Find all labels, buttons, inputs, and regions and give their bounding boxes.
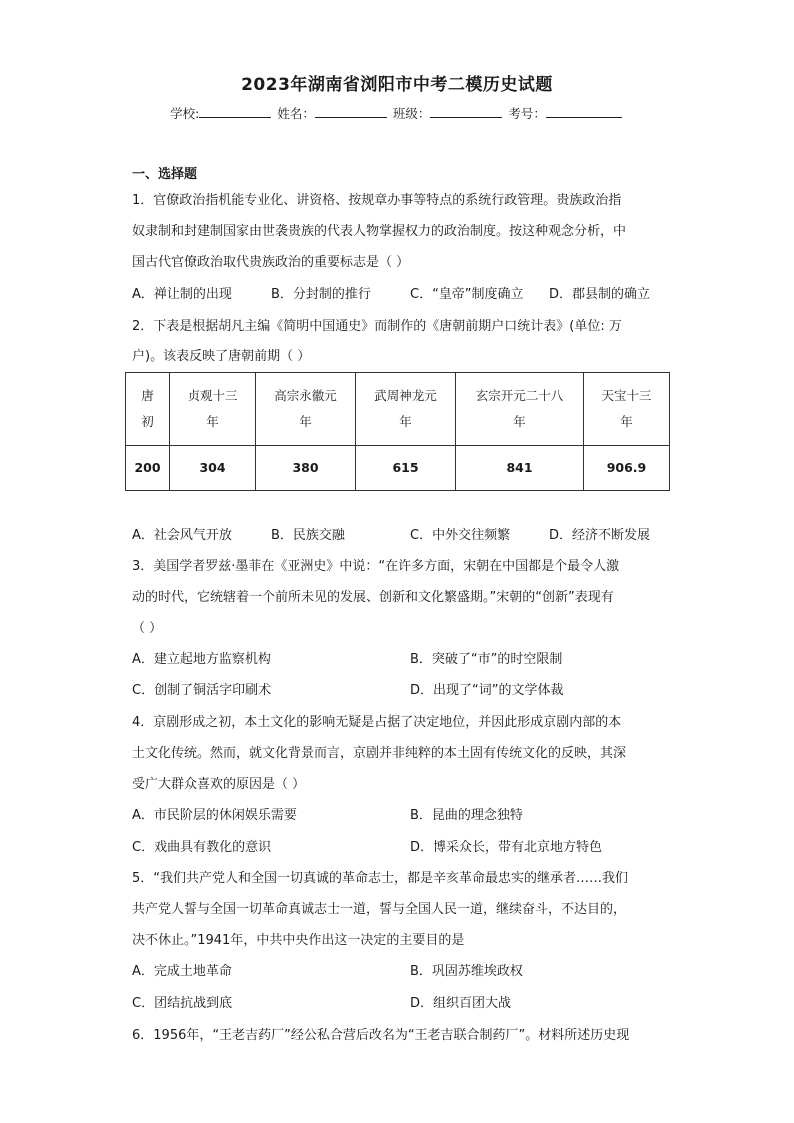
table-header-cell: 武周神龙元 年 bbox=[356, 373, 456, 446]
class-blank[interactable] bbox=[430, 105, 502, 118]
question-6-line-1: 6．1956年，“王老吉药厂”经公私合营后改名为“王老吉联合制药厂”。材料所述历史现 bbox=[132, 1028, 630, 1043]
q4-option-c[interactable]: C．戏曲具有教化的意识 bbox=[132, 840, 272, 855]
q3-option-a[interactable]: A．建立起地方监察机构 bbox=[132, 652, 271, 667]
question-4-line-1: 4．京剧形成之初，本土文化的影响无疑是占据了决定地位，并因此形成京剧内部的本 bbox=[132, 715, 622, 730]
school-label: 学校: bbox=[170, 106, 200, 121]
question-2-line-2: 户)。该表反映了唐朝前期（ ） bbox=[132, 349, 311, 364]
q1-option-a[interactable]: A．禅让制的出现 bbox=[132, 287, 232, 302]
q2-option-b[interactable]: B．民族交融 bbox=[271, 528, 345, 543]
q3-option-b[interactable]: B．突破了“市”的时空限制 bbox=[410, 652, 563, 667]
question-4-line-2: 土文化传统。然而，就文化背景而言，京剧并非纯粹的本土固有传统文化的反映，其深 bbox=[132, 746, 627, 761]
name-label: 姓名： bbox=[277, 106, 315, 121]
table-cell: 304 bbox=[170, 446, 256, 491]
school-blank[interactable] bbox=[199, 105, 271, 118]
exam-number-blank[interactable] bbox=[546, 105, 622, 118]
table-header-row bbox=[126, 373, 670, 446]
q1-option-b[interactable]: B．分封制的推行 bbox=[271, 287, 371, 302]
table-row bbox=[126, 446, 670, 491]
table-header-cell: 天宝十三 年 bbox=[584, 373, 670, 446]
page-title: 2023年湖南省浏阳市中考二模历史试题 bbox=[241, 75, 553, 95]
q1-option-d[interactable]: D．郡县制的确立 bbox=[549, 287, 651, 302]
question-4-line-3: 受广大群众喜欢的原因是（ ） bbox=[132, 777, 306, 792]
table-header-cell: 贞观十三 年 bbox=[170, 373, 256, 446]
question-1-line-2: 奴隶制和封建制国家由世袭贵族的代表人物掌握权力的政治制度。按这种观念分析，中 bbox=[132, 224, 627, 239]
question-5-line-3: 决不休止。”1941年，中共中央作出这一决定的主要目的是 bbox=[132, 933, 465, 948]
student-info-row bbox=[0, 104, 794, 122]
section-title: 一、选择题 bbox=[132, 167, 198, 182]
question-5-line-2: 共产党人誓与全国一切革命真诚志士一道，誓与全国人民一道，继续奋斗，不达目的， bbox=[132, 902, 627, 917]
q4-option-d[interactable]: D．博采众长，带有北京地方特色 bbox=[410, 840, 603, 855]
table-header-cell: 玄宗开元二十八 年 bbox=[456, 373, 584, 446]
q3-option-d[interactable]: D．出现了“词”的文学体裁 bbox=[410, 683, 564, 698]
table-cell: 906.9 bbox=[584, 446, 670, 491]
exam-number-label: 考号： bbox=[508, 106, 546, 121]
question-3-line-2: 动的时代，它统辖着一个前所未见的发展、创新和文化繁盛期。”宋朝的“创新”表现有 bbox=[132, 590, 614, 605]
table-cell: 841 bbox=[456, 446, 584, 491]
class-label: 班级： bbox=[392, 106, 431, 121]
q1-option-c[interactable]: C．“皇帝”制度确立 bbox=[410, 287, 524, 302]
q2-option-c[interactable]: C．中外交往频繁 bbox=[410, 528, 511, 543]
q4-option-a[interactable]: A．市民阶层的休闲娱乐需要 bbox=[132, 808, 297, 823]
question-3-line-1: 3．美国学者罗兹·墨菲在《亚洲史》中说：“在许多方面，宋朝在中国都是个最令人激 bbox=[132, 559, 620, 574]
table-header-cell: 高宗永徽元 年 bbox=[256, 373, 356, 446]
table-cell: 380 bbox=[256, 446, 356, 491]
q4-option-b[interactable]: B．昆曲的理念独特 bbox=[410, 808, 523, 823]
name-blank[interactable] bbox=[315, 105, 387, 118]
q2-option-a[interactable]: A．社会风气开放 bbox=[132, 528, 232, 543]
table-cell: 615 bbox=[356, 446, 456, 491]
q5-option-b[interactable]: B．巩固苏维埃政权 bbox=[410, 964, 523, 979]
q5-option-d[interactable]: D．组织百团大战 bbox=[410, 996, 512, 1011]
q5-option-c[interactable]: C．团结抗战到底 bbox=[132, 996, 233, 1011]
q5-option-a[interactable]: A．完成土地革命 bbox=[132, 964, 232, 979]
population-table bbox=[125, 372, 670, 491]
table-cell: 200 bbox=[126, 446, 170, 491]
q3-option-c[interactable]: C．创制了铜活字印刷术 bbox=[132, 683, 272, 698]
question-5-line-1: 5．“我们共产党人和全国一切真诚的革命志士，都是辛亥革命最忠实的继承者……我们 bbox=[132, 871, 629, 886]
table-header-cell: 唐 初 bbox=[126, 373, 170, 446]
question-2-line-1: 2．下表是根据胡凡主编《简明中国通史》而制作的《唐朝前期户口统计表》(单位: 万 bbox=[132, 319, 622, 334]
q2-option-d[interactable]: D．经济不断发展 bbox=[549, 528, 651, 543]
question-1-line-3: 国古代官僚政治取代贵族政治的重要标志是（ ） bbox=[132, 255, 410, 270]
question-3-line-3: （ ） bbox=[132, 621, 163, 636]
question-1-line-1: 1．官僚政治指机能专业化、讲资格、按规章办事等特点的系统行政管理。贵族政治指 bbox=[132, 193, 622, 208]
